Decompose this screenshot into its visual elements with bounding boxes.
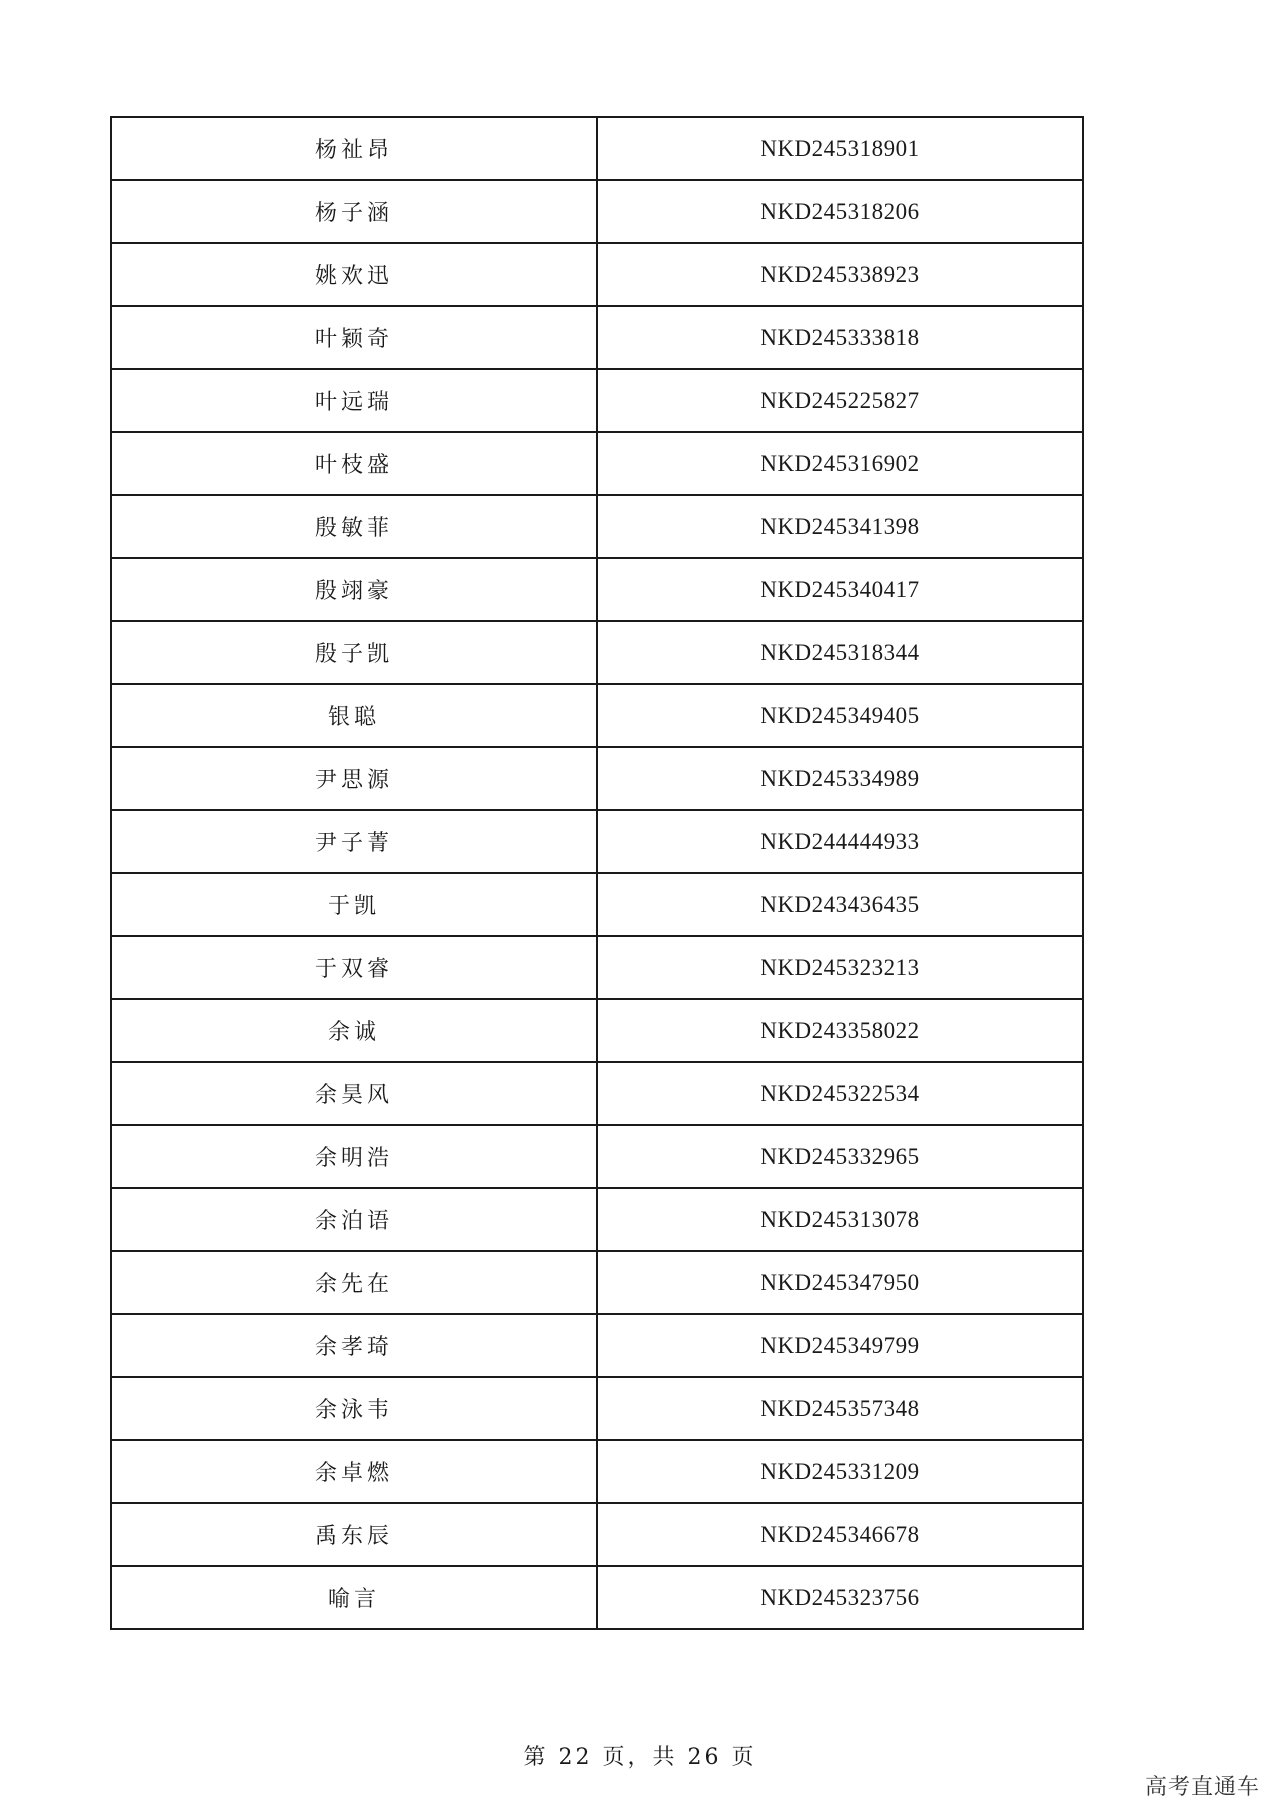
name-cell: 银聪	[111, 684, 597, 747]
watermark-text: 高考直通车	[1144, 1775, 1260, 1800]
name-cell: 姚欢迅	[111, 243, 597, 306]
id-cell: NKD243436435	[597, 873, 1083, 936]
id-cell: NKD245347950	[597, 1251, 1083, 1314]
table-row	[111, 243, 1083, 306]
name-cell: 于双睿	[111, 936, 597, 999]
name-cell: 余先在	[111, 1251, 597, 1314]
name-cell: 于凯	[111, 873, 597, 936]
name-cell: 叶枝盛	[111, 432, 597, 495]
id-cell: NKD245341398	[597, 495, 1083, 558]
table-row	[111, 558, 1083, 621]
name-cell: 殷翊豪	[111, 558, 597, 621]
page-number-footer: 第 22 页，共 26 页	[523, 1745, 757, 1770]
name-cell: 余泊语	[111, 1188, 597, 1251]
table-row	[111, 1440, 1083, 1503]
id-cell: NKD245318344	[597, 621, 1083, 684]
table-row	[111, 1251, 1083, 1314]
table-row	[111, 621, 1083, 684]
table-row	[111, 117, 1083, 180]
table-row	[111, 1188, 1083, 1251]
name-cell: 禹东辰	[111, 1503, 597, 1566]
table-row	[111, 1062, 1083, 1125]
name-cell: 叶远瑞	[111, 369, 597, 432]
name-cell: 殷子凯	[111, 621, 597, 684]
table-row	[111, 747, 1083, 810]
name-cell: 尹思源	[111, 747, 597, 810]
table-row	[111, 495, 1083, 558]
table-row	[111, 180, 1083, 243]
id-cell: NKD243358022	[597, 999, 1083, 1062]
table-row	[111, 1125, 1083, 1188]
id-cell: NKD245334989	[597, 747, 1083, 810]
id-cell: NKD245323213	[597, 936, 1083, 999]
roster-table	[110, 116, 1084, 1630]
id-cell: NKD245346678	[597, 1503, 1083, 1566]
id-cell: NKD245332965	[597, 1125, 1083, 1188]
name-cell: 余昊风	[111, 1062, 597, 1125]
table-row	[111, 999, 1083, 1062]
id-cell: NKD245318901	[597, 117, 1083, 180]
name-cell: 尹子菁	[111, 810, 597, 873]
id-cell: NKD245331209	[597, 1440, 1083, 1503]
id-cell: NKD244444933	[597, 810, 1083, 873]
name-cell: 余泳韦	[111, 1377, 597, 1440]
table-row	[111, 1377, 1083, 1440]
id-cell: NKD245316902	[597, 432, 1083, 495]
id-cell: NKD245338923	[597, 243, 1083, 306]
name-cell: 余明浩	[111, 1125, 597, 1188]
name-cell: 杨子涵	[111, 180, 597, 243]
name-cell: 叶颖奇	[111, 306, 597, 369]
table-row	[111, 369, 1083, 432]
id-cell: NKD245340417	[597, 558, 1083, 621]
table-row	[111, 306, 1083, 369]
table-row	[111, 432, 1083, 495]
id-cell: NKD245357348	[597, 1377, 1083, 1440]
id-cell: NKD245322534	[597, 1062, 1083, 1125]
table-row	[111, 1566, 1083, 1629]
table-row	[111, 873, 1083, 936]
id-cell: NKD245318206	[597, 180, 1083, 243]
name-cell: 余卓燃	[111, 1440, 597, 1503]
id-cell: NKD245313078	[597, 1188, 1083, 1251]
name-cell: 余孝琦	[111, 1314, 597, 1377]
table-row	[111, 1503, 1083, 1566]
id-cell: NKD245349799	[597, 1314, 1083, 1377]
table-row	[111, 936, 1083, 999]
name-cell: 喻言	[111, 1566, 597, 1629]
table-row	[111, 1314, 1083, 1377]
id-cell: NKD245323756	[597, 1566, 1083, 1629]
roster-table-body	[111, 117, 1083, 1629]
name-cell: 余诚	[111, 999, 597, 1062]
name-cell: 殷敏菲	[111, 495, 597, 558]
name-cell: 杨祉昂	[111, 117, 597, 180]
table-row	[111, 810, 1083, 873]
id-cell: NKD245349405	[597, 684, 1083, 747]
id-cell: NKD245225827	[597, 369, 1083, 432]
table-row	[111, 684, 1083, 747]
id-cell: NKD245333818	[597, 306, 1083, 369]
